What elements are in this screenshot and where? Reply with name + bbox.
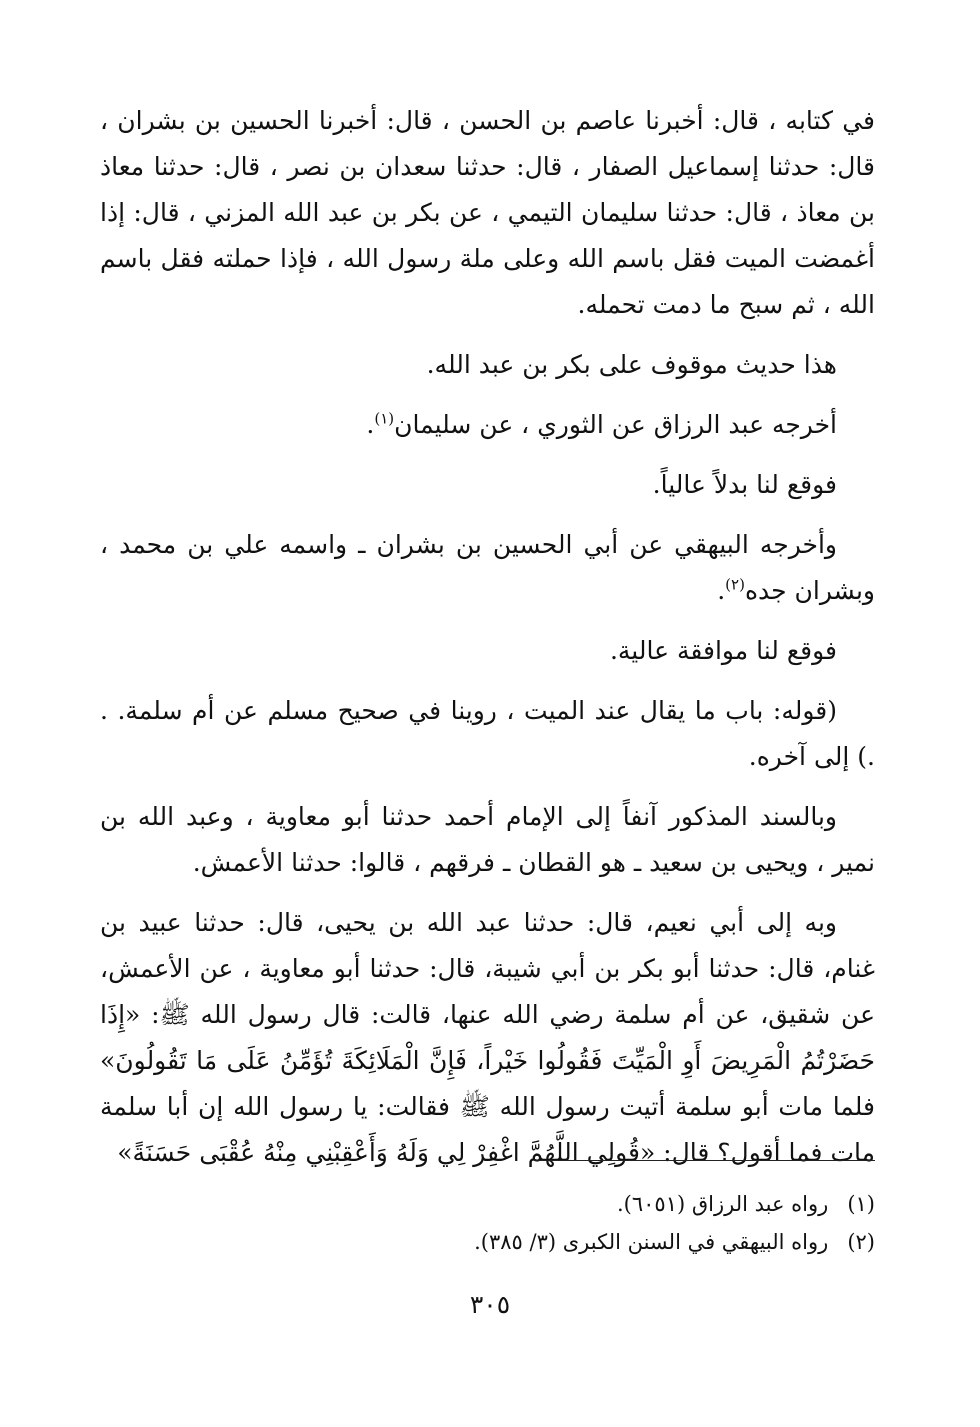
footnote-number: (٢) [847,1230,875,1254]
footnote-number: (١) [847,1192,875,1216]
paragraph-qawluhu: (قوله: باب ما يقال عند الميت ، روينا في صحيح مسلم عن أم سلمة. . .) إلى آخره. [100,696,875,771]
paragraph-abdurrazzaq-tail: . [366,410,375,439]
footnote-2 [100,1223,875,1261]
footnote-ref-2[interactable]: (٢) [725,575,745,594]
paragraph-hadith: وبه إلى أبي نعيم، قال: حدثنا عبد الله بن يحيى، قال: حدثنا عبيد بن غنام، قال: حدثنا أبو بكر بن أبي شيبة، قال: حدثنا أبو معاوية ، عن الأعمش، عن شقيق، عن أم سلمة رضي الله عنها، قالت: قال رسول الله ﷺ: «إِذَا حَضَرْتُمُ الْمَرِيضَ أَوِ الْمَيِّتَ فَقُولُوا خَيْراً، فَإِنَّ الْمَلَائِكَةَ تُؤَمِّنُ عَلَى مَا تَقُولُونَ» فلما مات أبو سلمة أتيت رسول الله ﷺ فقالت: يا رسول الله إن أبا سلمة مات فما أقول؟ قال: «قُولِي اللَّهُمَّ اغْفِرْ لِي وَلَهُ وَأَعْقِبْنِي مِنْهُ عُقْبَى حَسَنَةً» [100,908,875,1167]
footnote-separator [535,1160,875,1161]
paragraph-bayhaqi-text: وأخرجه البيهقي عن أبي الحسين بن بشران ـ واسمه علي بن محمد ، وبشران جده [100,530,875,605]
paragraph-abdurrazzaq [100,402,875,448]
paragraph-isnad: في كتابه ، قال: أخبرنا عاصم بن الحسن ، قال: أخبرنا الحسين بن بشران ، قال: حدثنا إسماعيل الصفار ، قال: حدثنا سعدان بن نصر ، قال: حدثنا معاذ بن معاذ ، قال: حدثنا سليمان التيمي ، عن بكر بن عبد الله المزني ، قال: إذا أغمضت الميت فقل باسم الله وعلى ملة رسول الله ، فإذا حملته فقل باسم الله ، ثم سبح ما دمت تحمله. [100,106,875,319]
paragraph-sanad: وبالسند المذكور آنفاً إلى الإمام أحمد حدثنا أبو معاوية ، وعبد الله بن نمير ، ويحيى بن سعيد ـ هو القطان ـ فرقهم ، قالوا: حدثنا الأعمش. [100,802,875,877]
paragraph-mawquf: هذا حديث موقوف على بكر بن عبد الله. [426,350,837,379]
footnote-ref-1[interactable]: (١) [374,409,395,428]
footnotes [100,1185,875,1261]
paragraph-abdurrazzaq-text: أخرجه عبد الرزاق عن الثوري ، عن سليمان [394,410,837,439]
main-text [100,98,875,1190]
page-number: ٣٠٥ [469,1290,511,1319]
paragraph-muwafaqa: فوقع لنا موافقة عالية. [609,636,837,665]
footnote-text: رواه عبد الرزاق (٦٠٥١). [616,1192,829,1216]
footnote-text: رواه البيهقي في السنن الكبرى (٣/ ٣٨٥). [474,1230,829,1254]
paragraph-bayhaqi-tail: . [717,576,726,605]
paragraph-bayhaqi [100,522,875,614]
footnote-1 [100,1185,875,1223]
paragraph-badal: فوقع لنا بدلاً عالياً. [652,470,837,499]
